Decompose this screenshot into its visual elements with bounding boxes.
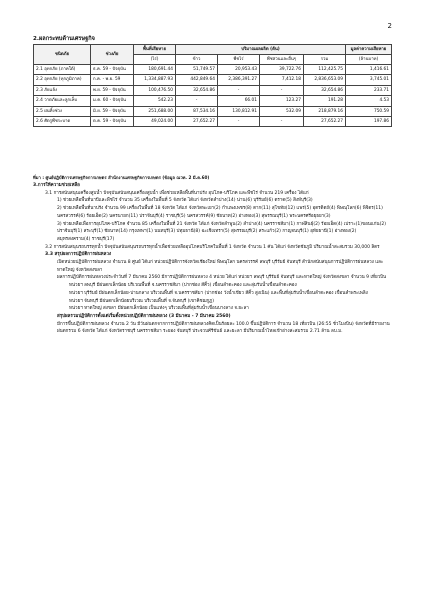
cell-field: 20,953.43 <box>218 65 260 75</box>
cell-total: 112,425.75 <box>304 65 346 75</box>
cell-value: 197.86 <box>346 117 392 127</box>
paragraph-3-1: 3.1 การสนับสนุนเครื่องสูบน้ำ ปัจจุบันสนับสนุนเครื่องสูบน้ำ เพื่อช่วยเหลือพื้นที่นาปรัง อุปโภค-บริโภค และพืชไร่ จำนวน 219 เครื่อง ได้แก่ <box>45 190 309 196</box>
cell-rice: 442,849.64 <box>176 75 218 85</box>
cell-horti: - <box>260 117 304 127</box>
header-total: รวม <box>304 55 346 65</box>
cell-period: ต.ค. 59 - ปัจจุบัน <box>91 117 134 127</box>
cell-type: 2.3 ภัยแล้ง <box>34 85 91 95</box>
cell-type: 2.4 วาตภัยและลูกเห็บ <box>34 96 91 106</box>
header-type: ชนิดภัย <box>34 45 91 65</box>
cell-horti: 7,412.18 <box>260 75 304 85</box>
cell-value: 750.59 <box>346 106 392 116</box>
cell-type: 2.6 ศัตรูพืชระบาด <box>34 117 91 127</box>
table-row <box>34 65 392 75</box>
cell-period: ก.ค. - พ.ย. 59 <box>91 75 134 85</box>
section-heading: 2.ผลกระทบด้านเศรษฐกิจ <box>33 36 95 42</box>
cell-period: พ.ย. 59 - ปัจจุบัน <box>91 85 134 95</box>
table-row <box>34 75 392 85</box>
cell-area: 49,024.00 <box>134 117 176 127</box>
cell-horti: 123.27 <box>260 96 304 106</box>
paragraph-3-1-1: 1) ช่วยเหลือพื้นที่นาปีและพืชไร่ จำนวน 35 เครื่องในพื้นที่ 5 จังหวัด ได้แก่ จังหวัดลำปาง(14) น่าน(6) บุรีรัมย์(6) ตราด(5) สิงห์บุรี(3) <box>57 198 313 204</box>
cell-period: มิ.ย. 59 - ปัจจุบัน <box>91 106 134 116</box>
table-row <box>34 106 392 116</box>
paragraph-3-3-heading: 3.3 สรุปผลการปฏิบัติการฝนหลวง <box>45 252 112 258</box>
cell-area: 251,688.00 <box>134 106 176 116</box>
cell-horti: 39,722.76 <box>260 65 304 75</box>
cell-field: 66.01 <box>218 96 260 106</box>
cell-area: 180,691.44 <box>134 65 176 75</box>
header-field: พืชไร่ <box>218 55 260 65</box>
paragraph-3-2: 3.2 การสนับสนุนรถบรรทุกน้ำ ปัจจุบันสนับสนุนรถบรรทุกน้ำเพื่อช่วยเหลืออุปโภคบริโภคในพื้นที่ 1 จังหวัด จำนวน 1 คัน ได้แก่ จังหวัดชัยภูมิ ปริมาณน้ำสะสมรวม 30,000 ลิตร <box>45 244 380 250</box>
cell-period: ธ.ค. 59 - ปัจจุบัน <box>91 65 134 75</box>
cell-value: 3,745.01 <box>346 75 392 85</box>
source-note: ที่มา : ศูนย์ปฏิบัติการเศรษฐกิจการเกษตร สำนักงานเศรษฐกิจการเกษตร (ข้อมูล ณวท. 2 มี.ค.60) <box>33 175 210 180</box>
unit-hatyai: หน่วยฯ หาดใหญ่ สงขลา มีฝนตกเล็กน้อย เป็นแห่งๆ บริเวณพื้นที่ลุ่มรับน้ำเขื่อนบางลาง จ.ยะลา <box>69 306 249 312</box>
table-header-row <box>34 45 392 55</box>
header-horti: พืชสวนและอื่นๆ <box>260 55 304 65</box>
header-damage-group: ปริมาณผลผลิต (ตัน) <box>176 45 346 55</box>
cell-period: ม.ค. 60 - ปัจจุบัน <box>91 96 134 106</box>
cell-value: 1,416.61 <box>346 65 392 75</box>
cell-total: 27,652.27 <box>304 117 346 127</box>
cell-horti: - <box>260 85 304 95</box>
header-rice: ข้าว <box>176 55 218 65</box>
cell-total: 191.28 <box>304 96 346 106</box>
cell-area: 542.23 <box>134 96 176 106</box>
header-value-unit: (ล้านบาท) <box>346 55 392 65</box>
page-number: 2 <box>387 22 392 30</box>
cell-value: 233.71 <box>346 85 392 95</box>
cell-field: 130,812.91 <box>218 106 260 116</box>
cell-total: 218,879.16 <box>304 106 346 116</box>
header-area-unit: (ไร่) <box>134 55 176 65</box>
cell-field: 2,386,391.27 <box>218 75 260 85</box>
unit-buriram: หน่วยฯ บุรีรัมย์ มีฝนตกเล็กน้อย-ปานกลาง บริเวณพื้นที่ จ.นครราชสีมา (ปากช่อง วังน้ำเขียว สีคิ้ว สูงเนิน) และพื้นที่ลุ่มรับน้ำเขื่อนลำตะคอง เขื่อนลำพระเพลิง <box>69 290 368 296</box>
cell-horti: 532.09 <box>260 106 304 116</box>
cell-type: 2.5 ฝนทิ้งช่วง <box>34 106 91 116</box>
cell-value: 4.53 <box>346 96 392 106</box>
header-value: มูลค่าความเสียหาย <box>346 45 392 55</box>
cell-total: 2,836,653.09 <box>304 75 346 85</box>
cell-total: 32,654.86 <box>304 85 346 95</box>
cell-rice: 32,654.86 <box>176 85 218 95</box>
paragraph-3-1-3: 3) ช่วยเหลือเพื่อการอุปโภค-บริโภค จำนวน 85 เครื่องในพื้นที่ 21 จังหวัด ได้แก่ จังหวัดลำพูน(2) ลำปาง(4) นครราชสีมา(1) กาฬสินธุ์(2) ร้อยเอ็ด(4) เปราะ(1)ขอนแก่น(2) ปราจีนบุรี(1) สระบุรี(1) ชัยนาท(14) กรุงเทพฯ(1) นนทบุรี(3) ปทุมธานี(8) ฉะเชิงเทรา(5) สุพรรณบุรี(2) สระแก้ว(2) กาญจนบุรี(1) อุทัยธานี(1) อ่างทอง(2) สมุทรสงคราม(4) ราชบุรี(17) <box>57 221 386 242</box>
paragraph-3-1-2: 2) ช่วยเหลือพื้นที่นาปรัง จำนวน 99 เครื่องในพื้นที่ 18 จังหวัด ได้แก่ จังหวัดพะเยา(2) กำแพงเพชร(8) ตาก(11) สุโขทัย(12) แพร่(5) อุตรดิตถ์(4) พิษณุโลก(6) พิจิตร(11) นครสวรรค์(6) ร้อยเอ็ด(2) นครนายก(11) ปราจีนบุรี(4) ราชบุรี(5) นครสวรรค์(9) ชัยนาท(2) อ่างทอง(3) สุพรรณบุรี(1) พระนครศรีอยุธยา(3) <box>57 206 383 219</box>
cell-rice: 27,652.27 <box>176 117 218 127</box>
header-period: ช่วงภัย <box>91 45 134 65</box>
paragraph-3-3-p1: เปิดหน่วยปฏิบัติการฝนหลวง จำนวน 8 ศูนย์ ได้แก่ หน่วยปฏิบัติการจังหวัดเชียงใหม่ พิษณุโลก นครสวรรค์ ลพบุรี บุรีรัมย์ จันทบุรี สำนักสนับสนุนการปฏิบัติการฝนหลวง และหาดใหญ่ จังหวัดสงขลา <box>57 260 384 273</box>
cell-rice: 51,749.57 <box>176 65 218 75</box>
paragraph-3-3-p2: ผลการปฏิบัติการฝนหลวงประจำวันที่ 7 มีนาคม 2560 มีการปฏิบัติการฝนหลวง 4 หน่วย ได้แก่ หน่วยฯ ลพบุรี บุรีรัมย์ จันทบุรี และหาดใหญ่ จังหวัดสงขลา จำนวน 9 เที่ยวบิน <box>57 275 387 281</box>
document-body <box>33 182 391 336</box>
table-row <box>34 85 392 95</box>
cell-area: 100,476.50 <box>134 85 176 95</box>
economic-impact-table <box>33 44 392 127</box>
unit-lopburi: หน่วยฯ ลพบุรี มีฝนตกเล็กน้อย บริเวณพื้นที่ จ.นครราชสีมา (ปากช่อง สีคิ้ว) เขื่อนลำตะคอง และลุ่มรับน้ำเขื่อนลำตะคอง <box>69 283 297 289</box>
cell-rice: - <box>176 96 218 106</box>
cell-rice: 87,534.16 <box>176 106 218 116</box>
summary-paragraph: มีการขึ้นปฏิบัติการฝนหลวง จำนวน 2 วัน มีวันฝนตกจากการปฏิบัติการฝนหลวงคิดเป็นร้อยละ 100.0 ขึ้นปฏิบัติการ จำนวน 18 เที่ยวบิน (26:55 ชั่วโมงบิน) จังหวัดที่มีรายงานฝนตกรวม 6 จังหวัด ได้แก่ จังหวัดราชบุรี นครราชสีมา ระยอง จันทบุรี ประจวบคีรีขันธ์ และยะลา มีปริมาณน้ำไหลเข้าอ่างสะสมรวม 2.71 ล้าน ลบ.ม. <box>57 321 390 335</box>
unit-chanthaburi: หน่วยฯ จันทบุรี มีฝนตกเล็กน้อยบริเวณ บริเวณพื้นที่ จ.จันทบุรี (เขาคิชฌกูฏ) <box>69 298 214 304</box>
summary-heading: สรุปผลรวมปฏิบัติการตั้งแต่เริ่มตั้งหน่วยปฏิบัติการฝนหลวง (3 มีนาคม - 7 มีนาคม 2560) <box>57 313 231 319</box>
header-area: พื้นที่เสียหาย <box>134 45 176 55</box>
section-3-heading: 3.การให้ความช่วยเหลือ <box>33 183 80 188</box>
cell-type: 2.1 อุทกภัย (ภาคใต้) <box>34 65 91 75</box>
cell-field: - <box>218 85 260 95</box>
table-row <box>34 117 392 127</box>
cell-area: 1,334,887.93 <box>134 75 176 85</box>
cell-field: - <box>218 117 260 127</box>
table-row <box>34 96 392 106</box>
cell-type: 2.2 อุทกภัย (ทุกภูมิภาค) <box>34 75 91 85</box>
